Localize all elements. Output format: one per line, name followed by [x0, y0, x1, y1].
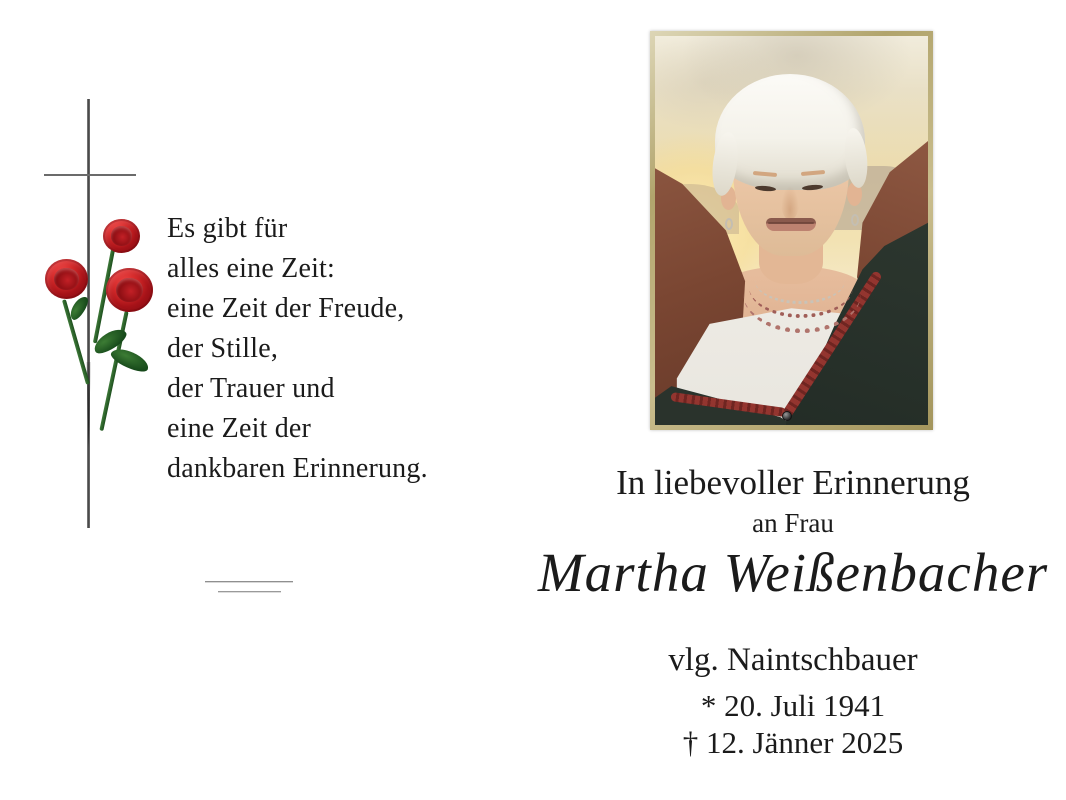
- rose-bloom: [106, 268, 153, 312]
- portrait-mouth: [766, 218, 816, 231]
- memorial-heading: In liebevoller Erinnerung: [616, 463, 970, 502]
- rose-bloom: [45, 259, 88, 299]
- salutation: an Frau: [752, 508, 834, 538]
- deceased-name: Martha Weißenbacher: [537, 542, 1049, 603]
- portrait-nose: [781, 186, 799, 220]
- portrait-photo: [655, 36, 928, 425]
- cross-horizontal-bar: [44, 174, 136, 176]
- portrait-photo-frame: [650, 31, 933, 430]
- necklace: [755, 257, 845, 304]
- poem-line: alles eine Zeit:: [167, 253, 336, 284]
- poem-line: dankbaren Erinnerung.: [167, 453, 428, 484]
- poem-line: der Trauer und: [167, 373, 335, 404]
- rose-bloom: [103, 219, 140, 253]
- earring: [725, 218, 733, 230]
- poem-line: Es gibt für: [167, 213, 288, 244]
- blouse-button: [782, 411, 792, 421]
- poem-line: der Stille,: [167, 333, 279, 364]
- death-date: † 12. Jänner 2025: [682, 725, 904, 760]
- poem-line: eine Zeit der Freude,: [167, 293, 405, 324]
- divider-line: [218, 591, 281, 592]
- poem-line: eine Zeit der: [167, 413, 312, 444]
- portrait-mouth: [768, 222, 814, 224]
- rose-stem: [99, 311, 128, 431]
- birth-date: * 20. Juli 1941: [700, 688, 886, 723]
- divider-line: [205, 581, 293, 582]
- cross-vertical-bar: [87, 99, 90, 528]
- earring: [851, 214, 859, 226]
- poem-text: [167, 209, 428, 489]
- vulgo-name: vlg. Naintschbauer: [668, 642, 918, 678]
